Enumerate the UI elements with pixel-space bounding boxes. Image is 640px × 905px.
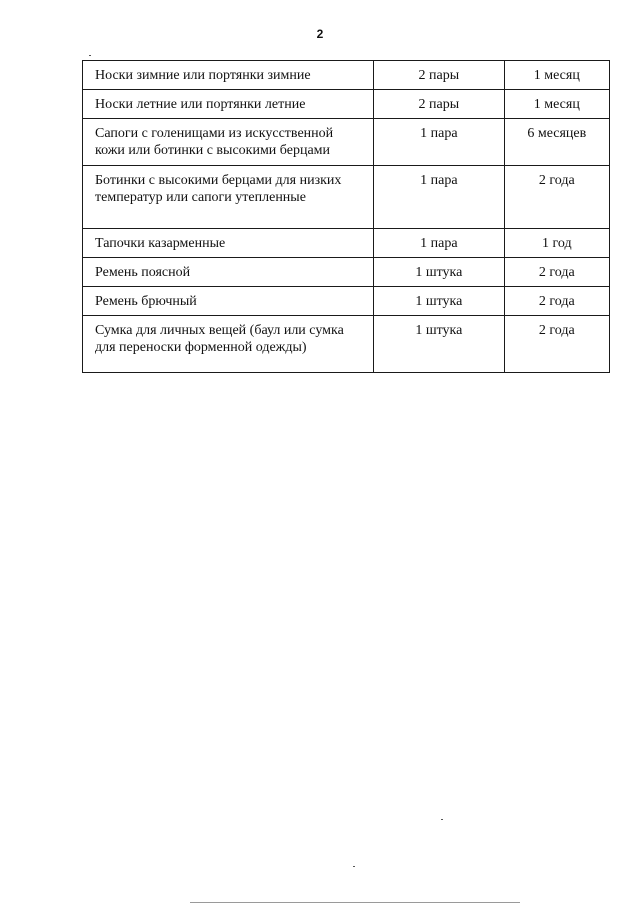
- item-term-cell: 1 месяц: [504, 90, 609, 119]
- item-quantity-cell: 1 пара: [374, 229, 504, 258]
- item-quantity-cell: 1 штука: [374, 287, 504, 316]
- item-quantity-cell: 2 пары: [374, 90, 504, 119]
- item-term-cell: 1 месяц: [504, 61, 609, 90]
- item-name-cell: Ремень брючный: [83, 287, 374, 316]
- item-term-cell: 2 года: [504, 166, 609, 229]
- item-term-cell: 2 года: [504, 287, 609, 316]
- item-name-cell: Носки летние или портянки летние: [83, 90, 374, 119]
- item-quantity-cell: 1 штука: [374, 258, 504, 287]
- item-term-cell: 1 год: [504, 229, 609, 258]
- item-name-cell: Тапочки казарменные: [83, 229, 374, 258]
- item-name-cell: Сапоги с голенищами из искусственной кожи или ботинки с высокими берцами: [83, 119, 374, 166]
- item-name-cell: Сумка для личных вещей (баул или сумка для переноски форменной одежды): [83, 316, 374, 373]
- item-term-cell: 2 года: [504, 258, 609, 287]
- item-name-cell: Носки зимние или портянки зимние: [83, 61, 374, 90]
- item-quantity-cell: 2 пары: [374, 61, 504, 90]
- scan-speck: [89, 55, 91, 56]
- table-row: [83, 166, 610, 229]
- item-name-cell: Ремень поясной: [83, 258, 374, 287]
- item-name-cell: Ботинки с высокими берцами для низких температур или сапоги утепленные: [83, 166, 374, 229]
- item-term-cell: 2 года: [504, 316, 609, 373]
- scan-edge-line: [190, 902, 520, 903]
- table-row: [83, 61, 610, 90]
- table-row: [83, 258, 610, 287]
- item-quantity-cell: 1 пара: [374, 119, 504, 166]
- item-term-cell: 6 месяцев: [504, 119, 609, 166]
- table-row: [83, 287, 610, 316]
- table-row: [83, 316, 610, 373]
- page-number: 2: [316, 27, 324, 41]
- item-quantity-cell: 1 штука: [374, 316, 504, 373]
- items-table: [82, 60, 610, 373]
- table-row: [83, 90, 610, 119]
- scan-speck: [441, 819, 443, 820]
- scan-speck: [353, 866, 355, 867]
- item-quantity-cell: 1 пара: [374, 166, 504, 229]
- table-row: [83, 229, 610, 258]
- table-row: [83, 119, 610, 166]
